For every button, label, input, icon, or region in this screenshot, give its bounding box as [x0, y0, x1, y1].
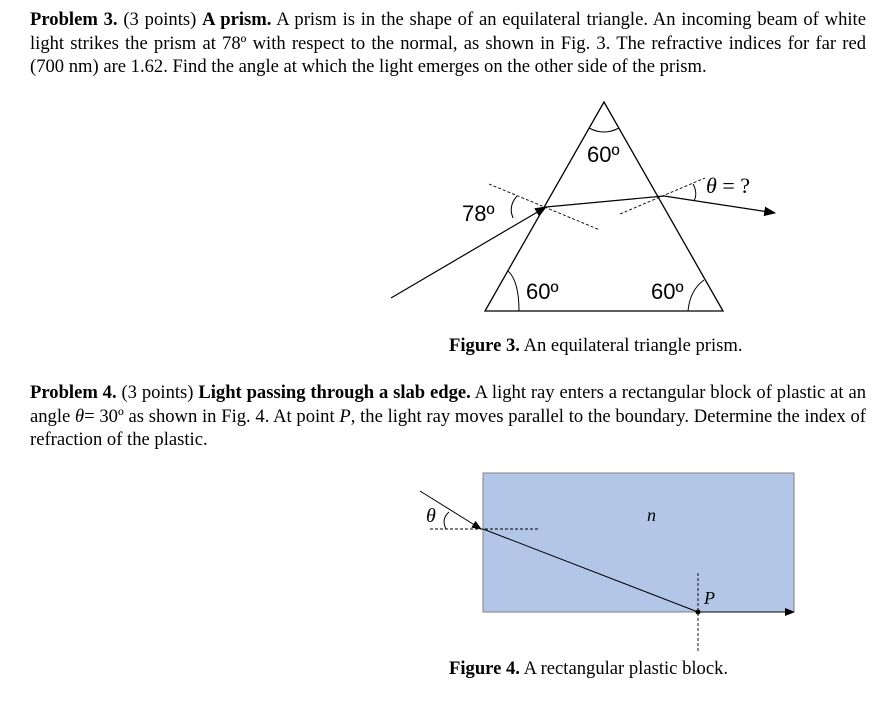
left-base-angle-label: 60º	[526, 279, 559, 304]
problem-4-body-c: , the light ray moves parallel to the boundary. Determine the index of refraction of the plastic.	[30, 405, 866, 450]
right-base-angle-label: 60º	[651, 279, 684, 304]
theta-label: θ	[426, 505, 436, 527]
exit-ray	[664, 196, 775, 213]
figure-3-caption	[449, 335, 742, 357]
figure-3-caption-text: An equilateral triangle prism.	[523, 335, 743, 356]
incident-angle-arc	[511, 196, 517, 218]
problem-4-label: Problem 4.	[30, 382, 117, 403]
normal-right	[620, 178, 705, 214]
problem-4-title: Light passing through a slab edge.	[198, 382, 471, 403]
problem-4-body-a: A light ray enters a rectangular block of plastic at an angle	[30, 382, 866, 427]
problem-3-points: (3 points)	[123, 9, 197, 30]
figure-4-block	[420, 473, 794, 652]
normal-left	[489, 184, 600, 230]
theta-angle-arc	[444, 512, 449, 529]
exit-angle-arc	[693, 184, 696, 201]
problem-4-theta: θ	[75, 405, 85, 427]
problem-3-body: A prism is in the shape of an equilateral triangle. An incoming beam of white light strikes the prism at 78º with respect to the normal, as shown in Fig. 3. The refractive indices for far red (700 nm) are 1.62. Find the angle at which the light emerges on the other side of the prism.	[30, 9, 866, 77]
problem-4-point: P	[339, 405, 351, 427]
figure-3-caption-label: Figure 3.	[449, 335, 520, 356]
figure-4-caption-text: A rectangular plastic block.	[523, 658, 729, 679]
problem-4-points: (3 points)	[121, 382, 194, 403]
left-base-angle-arc	[508, 271, 519, 311]
problem-4-text	[30, 381, 866, 452]
figure-4-caption-label: Figure 4.	[449, 658, 520, 679]
point-p-label: P	[704, 588, 715, 608]
exit-angle-label	[706, 173, 750, 198]
incident-angle-label: 78º	[462, 201, 495, 226]
problem-3-label: Problem 3.	[30, 9, 118, 30]
internal-ray	[546, 196, 664, 207]
apex-angle-label: 60º	[587, 142, 620, 167]
figure-3-prism	[391, 102, 775, 311]
figure-4-caption	[449, 658, 728, 680]
point-p-dot	[696, 610, 701, 615]
prism-triangle	[485, 102, 723, 311]
plastic-block	[483, 473, 794, 612]
exit-angle-question: = ?	[722, 173, 750, 198]
right-base-angle-arc	[688, 280, 704, 311]
problem-3-title: A prism.	[202, 9, 272, 30]
problem-4-body-b: = 30º as shown in Fig. 4. At point	[84, 405, 335, 427]
refractive-index-label: n	[647, 505, 656, 525]
apex-angle-arc	[589, 128, 619, 132]
exit-angle-symbol: θ	[706, 173, 717, 198]
